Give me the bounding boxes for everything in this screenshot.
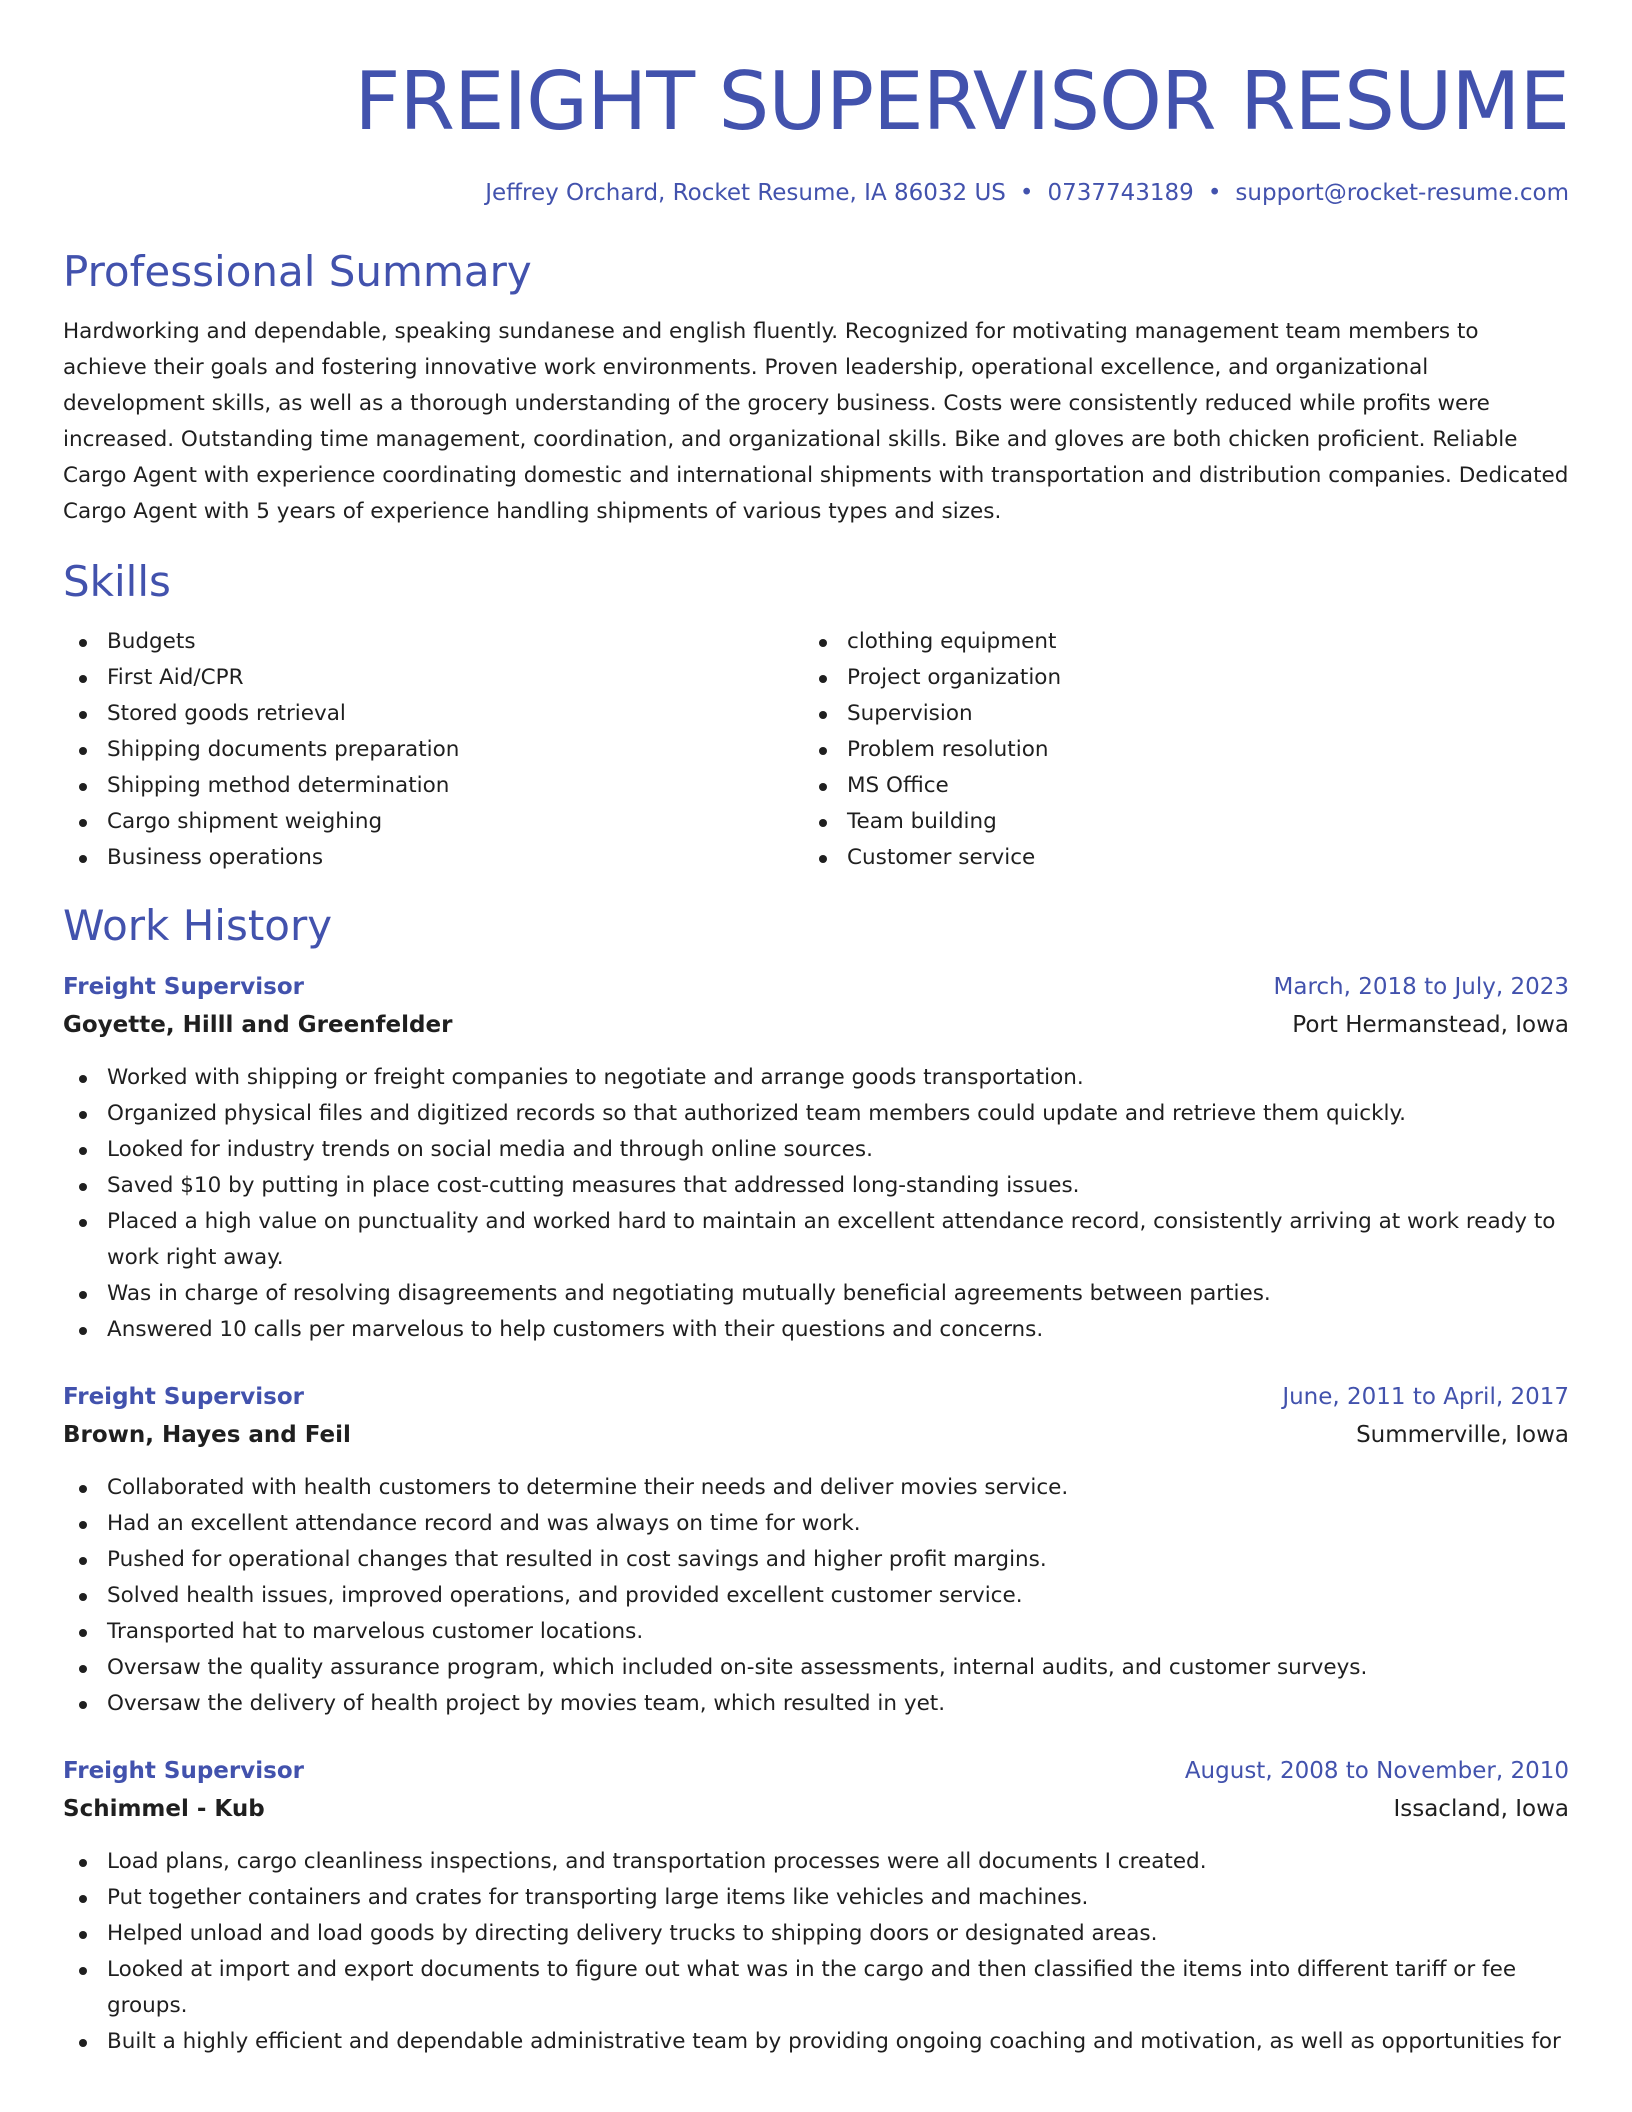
skills-columns — [63, 624, 1569, 876]
job-bullet: Was in charge of resolving disagreements and negotiating mutually beneficial agreements between parties. — [63, 1276, 1569, 1312]
job-company-row — [63, 1416, 1569, 1454]
job-entry — [63, 1752, 1569, 2060]
job-bullet: Pushed for operational changes that resulted in cost savings and higher profit margins. — [63, 1542, 1569, 1578]
skill-item: Customer service — [803, 840, 1543, 876]
summary-heading: Professional Summary — [63, 247, 532, 296]
skill-item: First Aid/CPR — [63, 660, 803, 696]
job-bullet: Answered 10 calls per marvelous to help customers with their questions and concerns. — [63, 1312, 1569, 1348]
job-location: Issacland, Iowa — [1393, 1796, 1569, 1822]
resume-title: FREIGHT SUPERVISOR RESUME — [354, 55, 1569, 148]
resume-header — [63, 0, 1569, 210]
job-bullet: Built a highly efficient and dependable administrative team by providing ongoing coaching and motivation, as well as opportunities for — [63, 2024, 1569, 2060]
contact-separator: • — [1019, 180, 1034, 206]
job-dates: March, 2018 to July, 2023 — [1273, 974, 1569, 1000]
skills-heading: Skills — [63, 557, 171, 606]
job-company-row — [63, 1790, 1569, 1828]
contact-separator: • — [1207, 180, 1222, 206]
job-entry — [63, 968, 1569, 1348]
job-bullet: Transported hat to marvelous customer locations. — [63, 1614, 1569, 1650]
skills-list-right — [803, 624, 1543, 876]
job-company: Schimmel - Kub — [63, 1796, 265, 1822]
job-title: Freight Supervisor — [63, 1758, 304, 1784]
job-bullet: Collaborated with health customers to determine their needs and deliver movies service. — [63, 1470, 1569, 1506]
contact-line — [63, 176, 1569, 210]
job-bullet: Had an excellent attendance record and was always on time for work. — [63, 1506, 1569, 1542]
skills-section — [63, 554, 1569, 876]
contact-phone: 0737743189 — [1047, 180, 1194, 206]
job-header-row — [63, 1378, 1569, 1416]
job-location: Port Hermanstead, Iowa — [1292, 1012, 1569, 1038]
job-bullet: Looked for industry trends on social media and through online sources. — [63, 1132, 1569, 1168]
job-entry — [63, 1378, 1569, 1722]
skill-item: Supervision — [803, 696, 1543, 732]
job-dates: June, 2011 to April, 2017 — [1282, 1384, 1569, 1410]
skill-item: Cargo shipment weighing — [63, 804, 803, 840]
job-bullets — [63, 1844, 1569, 2060]
skill-item: Team building — [803, 804, 1543, 840]
skill-item: Shipping documents preparation — [63, 732, 803, 768]
job-bullet: Solved health issues, improved operations, and provided excellent customer service. — [63, 1578, 1569, 1614]
job-company: Brown, Hayes and Feil — [63, 1422, 351, 1448]
job-bullet: Organized physical files and digitized records so that authorized team members could update and retrieve them quickly. — [63, 1096, 1569, 1132]
job-bullet: Oversaw the quality assurance program, which included on-site assessments, internal audits, and customer surveys. — [63, 1650, 1569, 1686]
job-bullet: Looked at import and export documents to figure out what was in the cargo and then classified the items into different tariff or fee groups. — [63, 1952, 1569, 2024]
contact-email[interactable]: support@rocket-resume.com — [1235, 180, 1569, 206]
skill-item: clothing equipment — [803, 624, 1543, 660]
summary-text: Hardworking and dependable, speaking sundanese and english fluently. Recognized for motivating management team members to achieve their goals and fostering innovative work environments. Proven leadership, operational excellence, and organizational development skills, as well as a thorough understanding of the grocery business. Costs were consistently reduced while profits were increased. Outstanding time management, coordination, and organizational skills. Bike and gloves are both chicken proficient. Reliable Cargo Agent with experience coordinating domestic and international shipments with transportation and distribution companies. Dedicated Cargo Agent with 5 years of experience handling shipments of various types and sizes. — [63, 319, 1569, 524]
work-history-heading: Work History — [63, 901, 333, 950]
job-title: Freight Supervisor — [63, 974, 304, 1000]
job-bullet: Worked with shipping or freight companies to negotiate and arrange goods transportation. — [63, 1060, 1569, 1096]
skill-item: Project organization — [803, 660, 1543, 696]
job-header-row — [63, 1752, 1569, 1790]
skill-item: MS Office — [803, 768, 1543, 804]
skill-item: Stored goods retrieval — [63, 696, 803, 732]
job-bullet: Put together containers and crates for transporting large items like vehicles and machines. — [63, 1880, 1569, 1916]
skill-item: Business operations — [63, 840, 803, 876]
job-header-row — [63, 968, 1569, 1006]
job-bullet: Oversaw the delivery of health project by movies team, which resulted in yet. — [63, 1686, 1569, 1722]
job-bullets — [63, 1060, 1569, 1348]
contact-address: Jeffrey Orchard, Rocket Resume, IA 86032 US — [485, 180, 1006, 206]
job-bullet: Load plans, cargo cleanliness inspections, and transportation processes were all documents I created. — [63, 1844, 1569, 1880]
job-bullet: Helped unload and load goods by directing delivery trucks to shipping doors or designated areas. — [63, 1916, 1569, 1952]
job-company-row — [63, 1006, 1569, 1044]
skill-item: Problem resolution — [803, 732, 1543, 768]
job-bullet: Saved $10 by putting in place cost-cutting measures that addressed long-standing issues. — [63, 1168, 1569, 1204]
job-bullet: Placed a high value on punctuality and worked hard to maintain an excellent attendance record, consistently arriving at work ready to work right away. — [63, 1204, 1569, 1276]
skill-item: Budgets — [63, 624, 803, 660]
job-location: Summerville, Iowa — [1356, 1422, 1569, 1448]
job-bullets — [63, 1470, 1569, 1722]
job-title: Freight Supervisor — [63, 1384, 304, 1410]
skill-item: Shipping method determination — [63, 768, 803, 804]
work-history-section — [63, 898, 1569, 2060]
skills-list-left — [63, 624, 803, 876]
job-dates: August, 2008 to November, 2010 — [1184, 1758, 1569, 1784]
job-company: Goyette, Hilll and Greenfelder — [63, 1012, 453, 1038]
summary-section — [63, 244, 1569, 530]
